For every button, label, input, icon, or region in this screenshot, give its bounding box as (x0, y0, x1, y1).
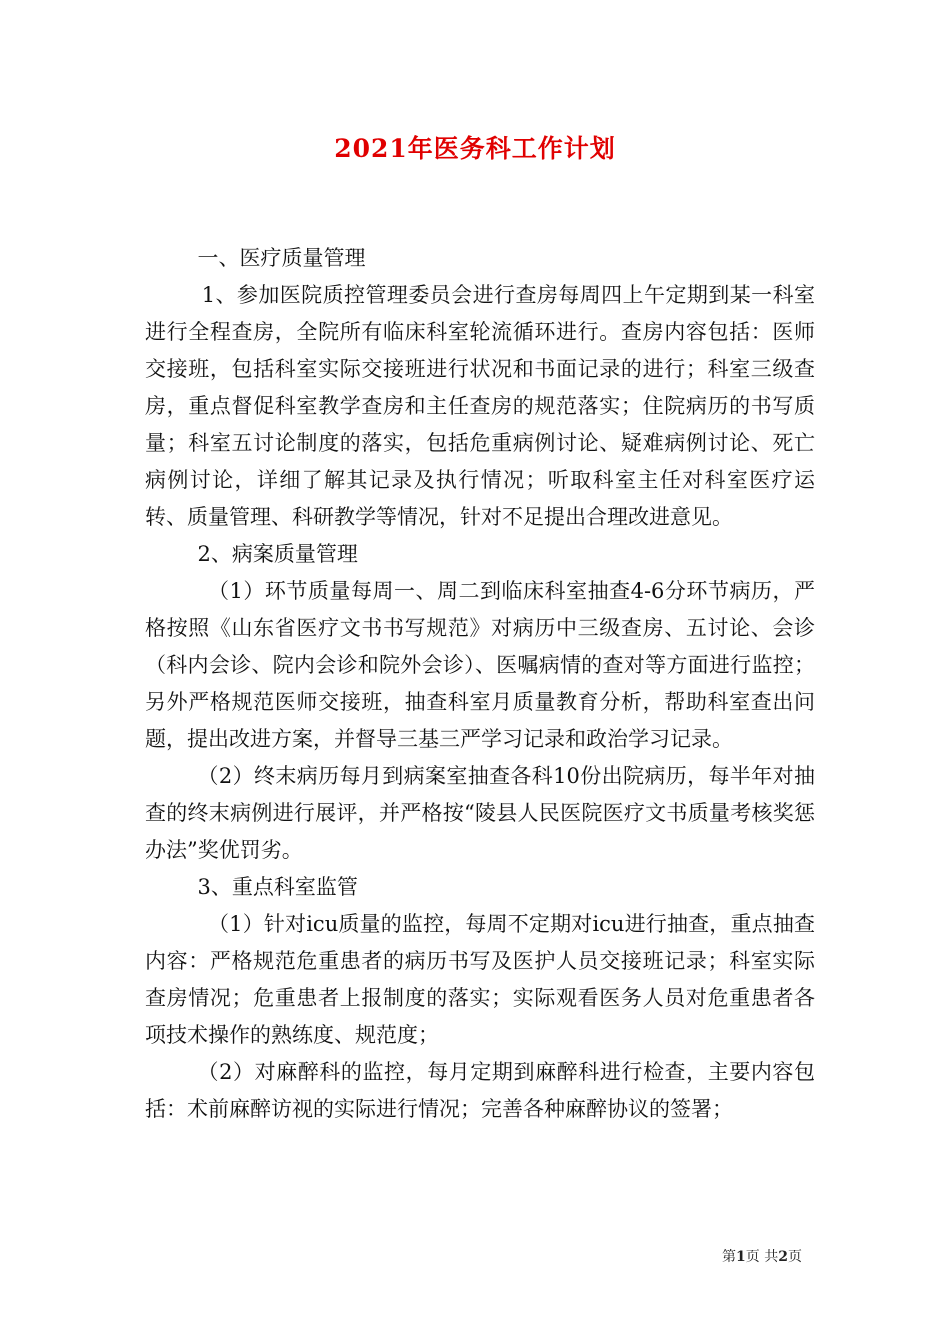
total-pages-number: 2 (778, 1249, 788, 1265)
subsection-heading: 3、重点科室监管 (197, 875, 358, 899)
paragraph: （2）对麻醉科的监控，每月定期到麻醉科进行检查，主要内容包括：术前麻醉访视的实际进行情况；完善各种麻醉协议的签署； (145, 1060, 815, 1121)
document-title: 2021年医务科工作计划 (334, 134, 616, 163)
footer-prefix: 第 (722, 1249, 737, 1265)
document-body (145, 240, 815, 1128)
paragraph: （1）环节质量每周一、周二到临床科室抽查4-6分环节病历，严格按照《山东省医疗文书书写规范》对病历中三级查房、五讨论、会诊（科内会诊、院内会诊和院外会诊）、医嘱病情的查对等方面进行监控；另外严格规范医师交接班，抽查科室月质量教育分析，帮助科室查出问题，提出改进方案，并督导三基三严学习记录和政治学习记录。 (145, 579, 815, 751)
paragraph: 1、参加医院质控管理委员会进行查房每周四上午定期到某一科室进行全程查房，全院所有临床科室轮流循环进行。查房内容包括：医师交接班，包括科室实际交接班进行状况和书面记录的进行；科室三级查房，重点督促科室教学查房和主任查房的规范落实；住院病历的书写质量；科室五讨论制度的落实，包括危重病例讨论、疑难病例讨论、死亡病例讨论，详细了解其记录及执行情况；听取科室主任对科室医疗运转、质量管理、科研教学等情况，针对不足提出合理改进意见。 (145, 283, 815, 529)
section-heading: 一、医疗质量管理 (197, 246, 366, 270)
footer-suffix: 页 (788, 1249, 802, 1265)
paragraph: （2）终末病历每月到病案室抽查各科10份出院病历，每半年对抽查的终末病例进行展评，并严格按“陵县人民医院医疗文书质量考核奖惩办法”奖优罚劣。 (145, 764, 815, 862)
paragraph: （1）针对icu质量的监控，每周不定期对icu进行抽查，重点抽查内容：严格规范危重患者的病历书写及医护人员交接班记录；科室实际查房情况；危重患者上报制度的落实；实际观看医务人员对危重患者各项技术操作的熟练度、规范度； (145, 912, 815, 1047)
footer-middle: 页 共 (745, 1249, 779, 1265)
current-page-number: 1 (736, 1249, 746, 1265)
subsection-heading: 2、病案质量管理 (197, 542, 358, 566)
page-number-footer (722, 1248, 802, 1266)
